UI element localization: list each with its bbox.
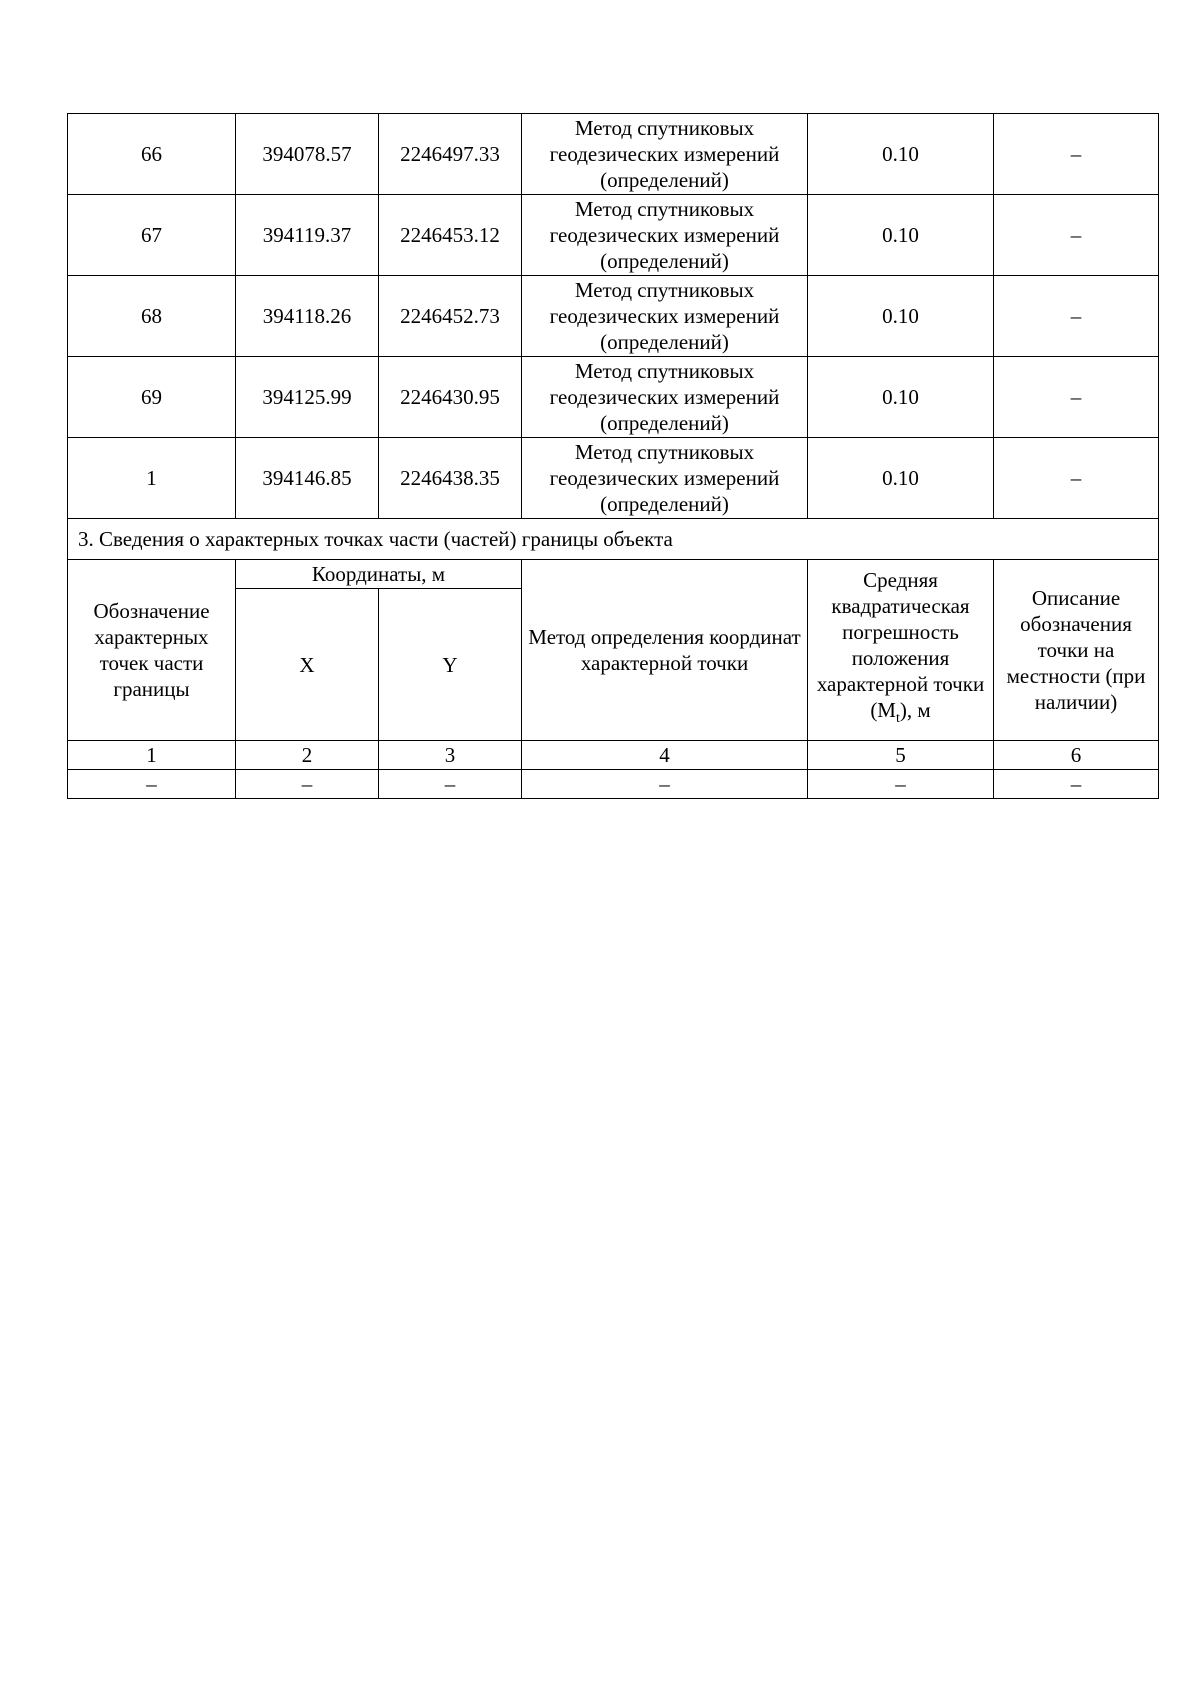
x-cell: 394118.26 — [236, 276, 379, 357]
header-coordinates: Координаты, м — [236, 560, 522, 589]
error-cell: 0.10 — [808, 357, 994, 438]
desc-cell: – — [994, 438, 1159, 519]
error-cell: 0.10 — [808, 276, 994, 357]
desc-cell: – — [994, 357, 1159, 438]
column-number-row — [68, 741, 1159, 770]
x-cell: 394146.85 — [236, 438, 379, 519]
desc-cell: – — [994, 114, 1159, 195]
error-cell: 0.10 — [808, 195, 994, 276]
empty-cell: – — [808, 770, 994, 799]
point-cell: 69 — [68, 357, 236, 438]
method-cell: Метод спутниковых геодезических измерений (определений) — [522, 438, 808, 519]
header-method: Метод определения координат характерной точки — [522, 560, 808, 741]
section-heading-row — [68, 519, 1159, 560]
y-cell: 2246453.12 — [379, 195, 522, 276]
header-error-subscript: t — [895, 711, 900, 727]
column-number: 4 — [522, 741, 808, 770]
y-cell: 2246430.95 — [379, 357, 522, 438]
empty-cell: – — [994, 770, 1159, 799]
header-error — [808, 560, 994, 741]
table-row — [68, 276, 1159, 357]
empty-cell: – — [68, 770, 236, 799]
table-row — [68, 357, 1159, 438]
table-row — [68, 770, 1159, 799]
method-cell: Метод спутниковых геодезических измерений (определений) — [522, 114, 808, 195]
column-number: 5 — [808, 741, 994, 770]
coordinates-table — [67, 113, 1159, 799]
header-point: Обозначение характерных точек части границы — [68, 560, 236, 741]
column-number: 3 — [379, 741, 522, 770]
empty-cell: – — [522, 770, 808, 799]
x-cell: 394125.99 — [236, 357, 379, 438]
point-cell: 67 — [68, 195, 236, 276]
x-cell: 394078.57 — [236, 114, 379, 195]
empty-cell: – — [236, 770, 379, 799]
y-cell: 2246438.35 — [379, 438, 522, 519]
section-title: 3. Сведения о характерных точках части (частей) границы объекта — [68, 519, 1159, 560]
table-row — [68, 114, 1159, 195]
table-row — [68, 438, 1159, 519]
header-error-text: Средняя квадратическая погрешность положения характерной точки (M — [816, 568, 985, 723]
method-cell: Метод спутниковых геодезических измерений (определений) — [522, 195, 808, 276]
point-cell: 66 — [68, 114, 236, 195]
header-x: X — [236, 589, 379, 741]
error-cell: 0.10 — [808, 438, 994, 519]
header-y: Y — [379, 589, 522, 741]
method-cell: Метод спутниковых геодезических измерений (определений) — [522, 276, 808, 357]
column-number: 1 — [68, 741, 236, 770]
y-cell: 2246452.73 — [379, 276, 522, 357]
x-cell: 394119.37 — [236, 195, 379, 276]
table-row — [68, 195, 1159, 276]
desc-cell: – — [994, 195, 1159, 276]
desc-cell: – — [994, 276, 1159, 357]
header-description: Описание обозначения точки на местности (при наличии) — [994, 560, 1159, 741]
column-number: 6 — [994, 741, 1159, 770]
error-cell: 0.10 — [808, 114, 994, 195]
empty-cell: – — [379, 770, 522, 799]
point-cell: 68 — [68, 276, 236, 357]
column-number: 2 — [236, 741, 379, 770]
y-cell: 2246497.33 — [379, 114, 522, 195]
point-cell: 1 — [68, 438, 236, 519]
header-error-unit: ), м — [899, 698, 931, 723]
header-row — [68, 560, 1159, 589]
method-cell: Метод спутниковых геодезических измерений (определений) — [522, 357, 808, 438]
